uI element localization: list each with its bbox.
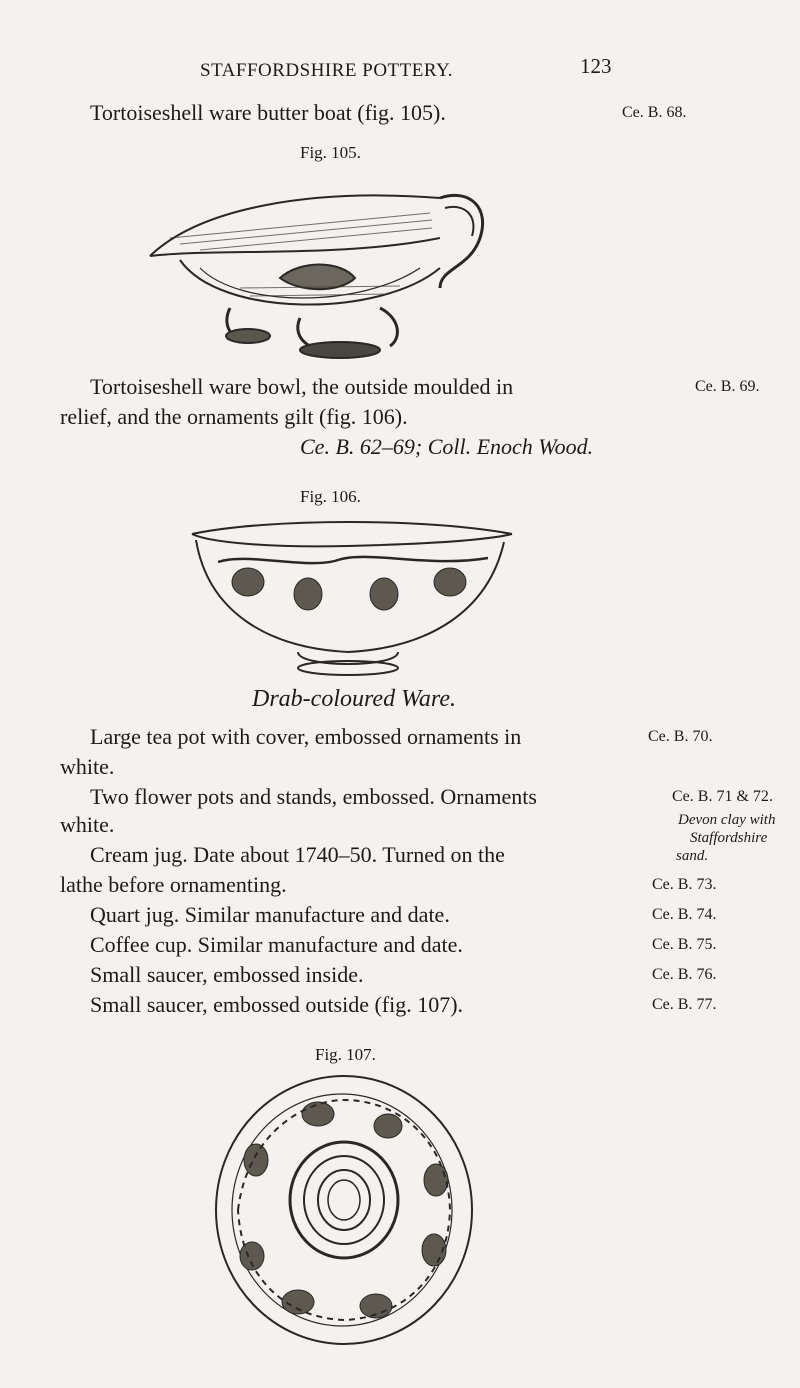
saucer-inside-text: Small saucer, embossed inside. [90,962,364,987]
fig-106-caption: Fig. 106. [300,487,361,506]
butter-boat-text: Tortoiseshell ware butter boat (fig. 105). [90,100,446,125]
butter-boat-illustration [140,168,500,360]
fig-107-caption: Fig. 107. [315,1045,376,1064]
bowl-ref: Ce. B. 69. [695,378,760,395]
saucer-illustration [208,1070,484,1360]
fig-105-caption: Fig. 105. [300,143,361,162]
tea-pot-ref: Ce. B. 70. [648,728,713,745]
margin-note-2: Staffordshire [690,830,768,846]
cream-jug-line-1: Cream jug. Date about 1740–50. Turned on the [90,842,505,867]
saucer-outside-text: Small saucer, embossed outside (fig. 107). [90,992,464,1017]
coffee-cup-ref: Ce. B. 75. [652,936,717,953]
running-title: STAFFORDSHIRE POTTERY. [200,60,454,81]
tea-pot-line-2: white. [60,754,115,779]
bowl-illustration [188,512,518,682]
margin-note-1: Devon clay with [678,812,776,828]
page-header [0,52,800,92]
flower-pots-ref: Ce. B. 71 & 72. [672,788,773,805]
flower-pots-line-2: white. [60,812,115,837]
page-number: 123 [580,54,612,78]
margin-note-3: sand. [676,848,709,864]
quart-jug-text: Quart jug. Similar manufacture and date. [90,902,450,927]
cream-jug-line-2: lathe before ornamenting. [60,872,287,897]
cream-jug-ref: Ce. B. 73. [652,876,717,893]
bowl-line-2: relief, and the ornaments gilt (fig. 106). [60,404,408,429]
flower-pots-line-1: Two flower pots and stands, embossed. Ornaments [90,784,537,809]
saucer-outside-ref: Ce. B. 77. [652,996,717,1013]
bowl-collection: Ce. B. 62–69; Coll. Enoch Wood. [300,434,594,459]
tea-pot-line-1: Large tea pot with cover, embossed ornaments in [90,724,522,749]
butter-boat-ref: Ce. B. 68. [622,104,687,121]
section-heading: Drab-coloured Ware. [252,686,456,712]
coffee-cup-text: Coffee cup. Similar manufacture and date. [90,932,463,957]
bowl-line-1: Tortoiseshell ware bowl, the outside moulded in [90,374,514,399]
saucer-inside-ref: Ce. B. 76. [652,966,717,983]
quart-jug-ref: Ce. B. 74. [652,906,717,923]
